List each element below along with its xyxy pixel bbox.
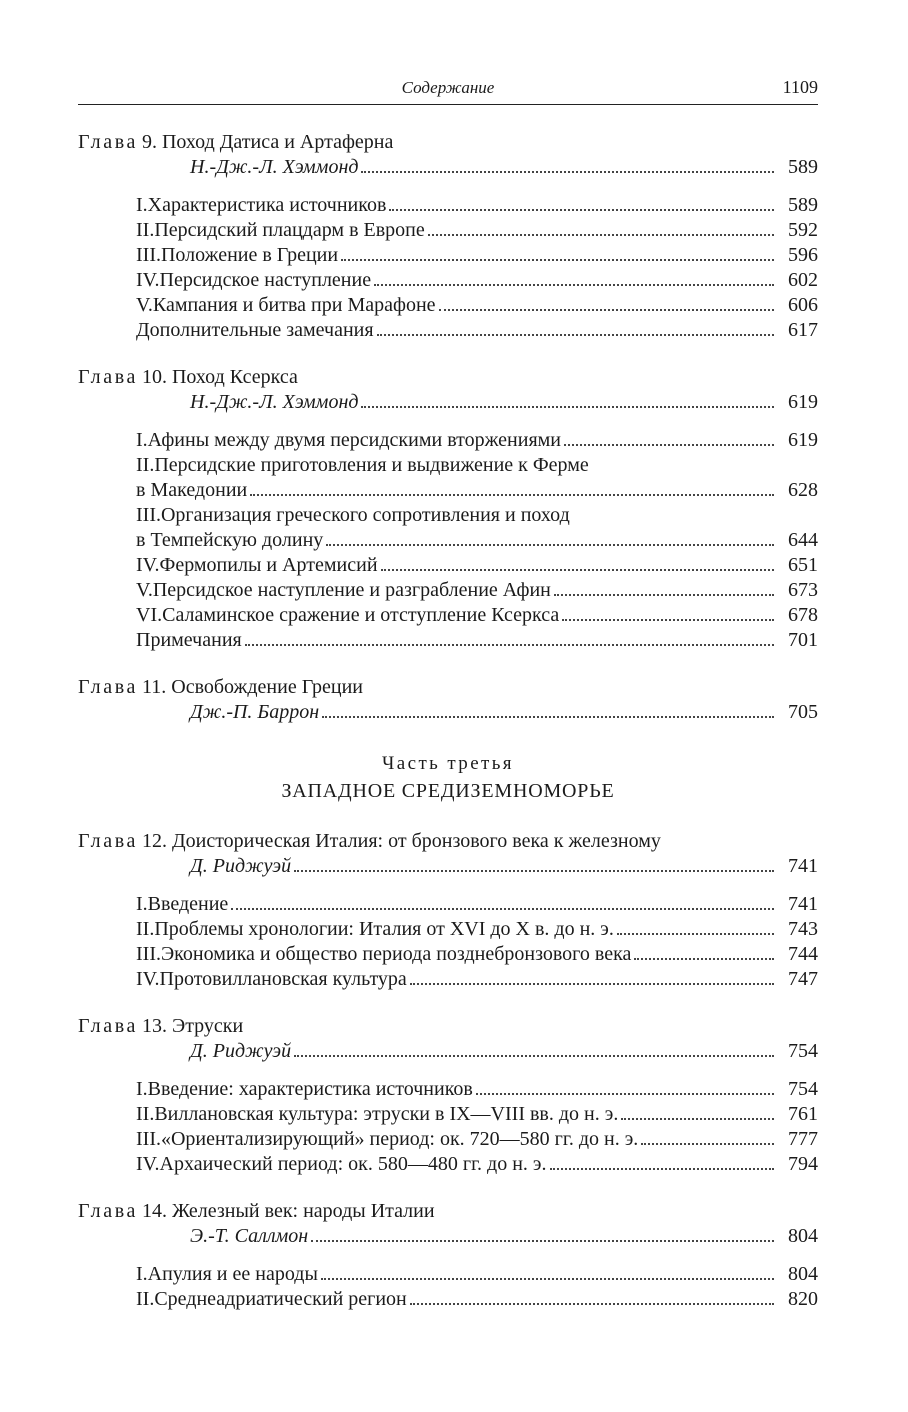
section-title: II.Персидский плацдарм в Европе: [136, 219, 425, 241]
section-page: 743: [788, 918, 818, 940]
dot-leader: [321, 1278, 774, 1280]
section-entry[interactable]: [78, 917, 818, 942]
dot-leader: [231, 908, 774, 910]
section-title: в Македонии: [136, 479, 248, 501]
chapter-number: 11.: [141, 676, 167, 698]
dot-leader: [476, 1093, 774, 1095]
section-title: IV.Фермопилы и Артемисий: [136, 554, 378, 576]
chapter-number: 14.: [141, 1200, 167, 1222]
chapter-heading[interactable]: [78, 1014, 818, 1039]
section-page: 741: [788, 893, 818, 915]
chapter-block: [78, 829, 818, 992]
section-title: II.Среднеадриатический регион: [136, 1288, 407, 1310]
dot-leader: [381, 569, 774, 571]
section-page: 761: [788, 1103, 818, 1125]
section-title-line: III.Организация греческого сопротивления и поход: [136, 504, 570, 526]
section-title: IV.Протовиллановская культура: [136, 968, 407, 990]
part-title: ЗАПАДНОЕ СРЕДИЗЕМНОМОРЬЕ: [281, 780, 615, 802]
dot-leader: [326, 544, 774, 546]
dot-leader: [617, 933, 774, 935]
section-page: 804: [788, 1263, 818, 1285]
section-entry[interactable]: [78, 478, 818, 503]
chapter-label: Глава: [78, 676, 138, 698]
section-title: III.Положение в Греции: [136, 244, 339, 266]
chapter-heading[interactable]: [78, 365, 818, 390]
section-entry[interactable]: [78, 243, 818, 268]
chapter-number: 10.: [141, 366, 167, 388]
dot-leader: [377, 334, 774, 336]
author-title: Д. Риджуэй: [190, 1040, 292, 1062]
section-title: II.Виллановская культура: этруски в IX—VIII вв. до н. э.: [136, 1103, 619, 1125]
author-page: 619: [788, 391, 818, 413]
author-page: 804: [788, 1225, 818, 1247]
section-page: 589: [788, 194, 818, 216]
section-page: 701: [788, 629, 818, 651]
dot-leader: [428, 234, 774, 236]
chapter-author-entry[interactable]: [78, 155, 818, 180]
section-page: 619: [788, 429, 818, 451]
section-title: V.Персидское наступление и разграбление Афин: [136, 579, 551, 601]
section-entry[interactable]: [78, 967, 818, 992]
chapter-number: 12.: [141, 830, 167, 852]
page-number: 1109: [782, 77, 818, 97]
chapter-heading[interactable]: [78, 829, 818, 854]
dot-leader: [554, 594, 774, 596]
section-page: 744: [788, 943, 818, 965]
chapter-label: Глава: [78, 1200, 138, 1222]
chapter-label: Глава: [78, 366, 138, 388]
section-entry[interactable]: [78, 892, 818, 917]
section-title-line: II.Персидские приготовления и выдвижение к Ферме: [136, 454, 589, 476]
section-entry[interactable]: [78, 1102, 818, 1127]
dot-leader: [294, 870, 774, 872]
dot-leader: [374, 284, 774, 286]
chapter-block: [78, 1014, 818, 1177]
chapter-label: Глава: [78, 131, 138, 153]
section-title: Примечания: [136, 629, 242, 651]
dot-leader: [621, 1118, 774, 1120]
section-entry[interactable]: [78, 553, 818, 578]
section-page: 651: [788, 554, 818, 576]
dot-leader: [245, 644, 774, 646]
chapter-label: Глава: [78, 1015, 138, 1037]
section-entry[interactable]: [78, 628, 818, 653]
author-title: Н.-Дж.-Л. Хэммонд: [190, 391, 359, 413]
dot-leader: [322, 716, 774, 718]
chapter-heading[interactable]: [78, 1199, 818, 1224]
section-page: 820: [788, 1288, 818, 1310]
section-title: I.Афины между двумя персидскими вторжениями: [136, 429, 562, 451]
author-title: Э.-Т. Саллмон: [190, 1225, 309, 1247]
section-title: I.Введение: [136, 893, 229, 915]
dot-leader: [361, 171, 774, 173]
section-entry[interactable]: [78, 218, 818, 243]
section-title: Дополнительные замечания: [136, 319, 374, 341]
section-page: 678: [788, 604, 818, 626]
chapter-title: Доисторическая Италия: от бронзового века к железному: [171, 830, 661, 852]
chapter-block: [78, 365, 818, 653]
section-entry[interactable]: [78, 193, 818, 218]
section-page: 777: [788, 1128, 818, 1150]
section-page: 673: [788, 579, 818, 601]
chapter-author-entry[interactable]: [78, 854, 818, 879]
section-title: I.Введение: характеристика источников: [136, 1078, 473, 1100]
section-page: 644: [788, 529, 818, 551]
dot-leader: [564, 444, 774, 446]
dot-leader: [341, 259, 774, 261]
dot-leader: [439, 309, 774, 311]
section-entry[interactable]: [78, 942, 818, 967]
section-entry[interactable]: [78, 293, 818, 318]
section-entry[interactable]: [78, 603, 818, 628]
dot-leader: [641, 1143, 774, 1145]
author-title: Д. Риджуэй: [190, 855, 292, 877]
dot-leader: [410, 983, 774, 985]
dot-leader: [361, 406, 774, 408]
section-page: 596: [788, 244, 818, 266]
dot-leader: [550, 1168, 775, 1170]
running-title: Содержание: [401, 78, 495, 97]
section-title: IV.Персидское наступление: [136, 269, 372, 291]
section-title: V.Кампания и битва при Марафоне: [136, 294, 436, 316]
section-entry[interactable]: [78, 1287, 818, 1312]
section-title: VI.Саламинское сражение и отступление Ксеркса: [136, 604, 560, 626]
section-page: 606: [788, 294, 818, 316]
author-page: 741: [788, 855, 818, 877]
dot-leader: [389, 209, 774, 211]
dot-leader: [294, 1055, 774, 1057]
chapter-heading[interactable]: [78, 130, 818, 155]
section-entry[interactable]: [78, 1127, 818, 1152]
chapter-number: 13.: [141, 1015, 167, 1037]
dot-leader: [311, 1240, 774, 1242]
author-page: 705: [788, 701, 818, 723]
dot-leader: [562, 619, 774, 621]
chapter-label: Глава: [78, 830, 138, 852]
table-of-contents: [78, 130, 818, 1334]
section-entry[interactable]: [78, 318, 818, 343]
section-entry[interactable]: [78, 528, 818, 553]
section-entry[interactable]: [78, 1152, 818, 1177]
section-page: 602: [788, 269, 818, 291]
section-title: в Темпейскую долину: [136, 529, 324, 551]
part-heading: [78, 751, 818, 805]
chapter-author-entry[interactable]: [78, 1039, 818, 1064]
chapter-heading[interactable]: [78, 675, 818, 700]
author-page: 589: [788, 156, 818, 178]
chapter-title: Поход Датиса и Артаферна: [161, 131, 394, 153]
section-page: 794: [788, 1153, 818, 1175]
section-title: IV.Архаический период: ок. 580—480 гг. до н. э.: [136, 1153, 547, 1175]
section-title: III.«Ориентализирующий» период: ок. 720—580 гг. до н. э.: [136, 1128, 639, 1150]
chapter-title: Этруски: [171, 1015, 244, 1037]
section-page: 617: [788, 319, 818, 341]
section-entry[interactable]: [78, 1262, 818, 1287]
section-entry[interactable]: [78, 428, 818, 453]
section-title: III.Экономика и общество периода позднебронзового века: [136, 943, 632, 965]
section-entry[interactable]: [78, 1077, 818, 1102]
dot-leader: [634, 958, 774, 960]
section-page: 628: [788, 479, 818, 501]
section-title: I.Апулия и ее народы: [136, 1263, 318, 1285]
section-title: I.Характеристика источников: [136, 194, 387, 216]
chapter-title: Железный век: народы Италии: [171, 1200, 435, 1222]
section-page: 754: [788, 1078, 818, 1100]
section-title: II.Проблемы хронологии: Италия от XVI до X в. до н. э.: [136, 918, 614, 940]
chapter-title: Поход Ксеркса: [171, 366, 298, 388]
chapter-author-entry[interactable]: [78, 700, 818, 725]
section-entry[interactable]: [78, 578, 818, 603]
author-page: 754: [788, 1040, 818, 1062]
running-header: [78, 74, 818, 105]
chapter-block: [78, 675, 818, 725]
section-page: 592: [788, 219, 818, 241]
chapter-title: Освобождение Греции: [171, 676, 363, 698]
part-label: Часть третья: [382, 753, 514, 774]
chapter-author-entry[interactable]: [78, 390, 818, 415]
dot-leader: [250, 494, 774, 496]
chapter-block: [78, 1199, 818, 1312]
chapter-author-entry[interactable]: [78, 1224, 818, 1249]
dot-leader: [410, 1303, 774, 1305]
section-page: 747: [788, 968, 818, 990]
chapter-block: [78, 130, 818, 343]
section-entry[interactable]: [78, 268, 818, 293]
chapter-number: 9.: [141, 131, 157, 153]
author-title: Дж.-П. Баррон: [190, 701, 320, 723]
author-title: Н.-Дж.-Л. Хэммонд: [190, 156, 359, 178]
